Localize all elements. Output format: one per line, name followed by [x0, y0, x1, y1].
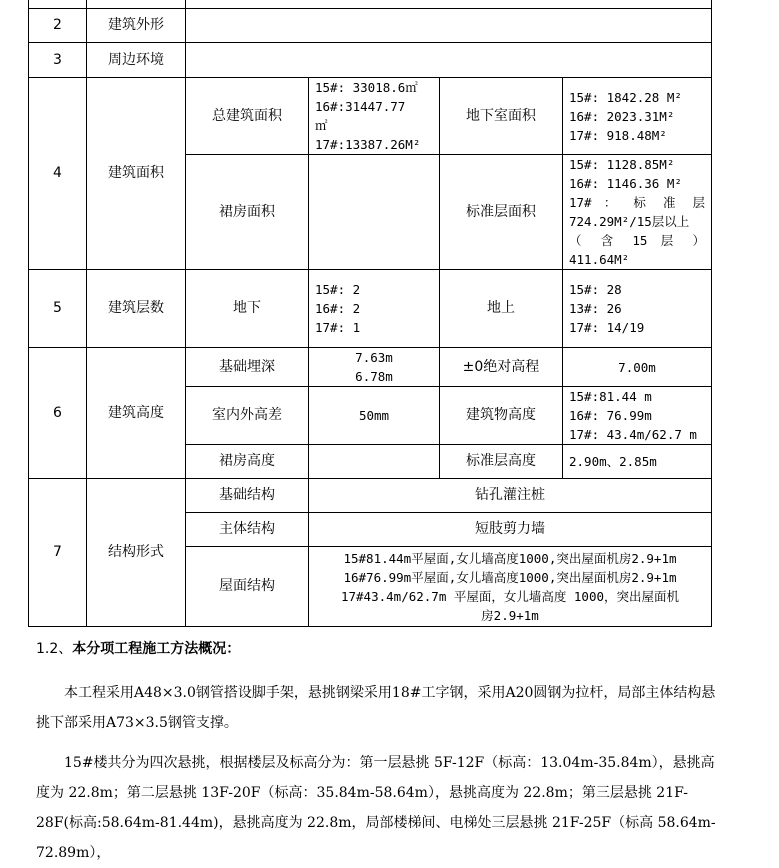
cell-label: 建筑外形: [87, 9, 186, 43]
table-row: [29, 479, 712, 513]
body-paragraph: 15#楼共分为四次悬挑，根据楼层及标高分为：第一层悬挑 5F-12F（标高：13.04m-35.84m），悬挑高度为 22.8m；第二层悬挑 13F-20F（标高：35.84m-58.64m），悬挑高度为 22.8m；第三层悬挑 21F-28F(标高:58.64m-81.44m)，悬挑高度为 22.8m，局部楼梯间、电梯处三层悬挑 21F-25F（标高 58.64m-72.89m），: [36, 755, 716, 861]
total-area-label: 总建筑面积: [186, 78, 309, 155]
value-line: 17#: 1: [315, 320, 361, 335]
foundation-structure-value: 钻孔灌注桩: [309, 479, 712, 513]
building-height-values: [563, 387, 712, 445]
standard-floor-area-values: [563, 155, 712, 270]
section-heading: [36, 638, 240, 658]
indoor-outdoor-diff-label: 室内外高差: [186, 387, 309, 445]
cell-no: 6: [29, 348, 87, 479]
cell-value: [186, 43, 712, 78]
main-structure-value: 短肢剪力墙: [309, 513, 712, 547]
cell-no: [29, 0, 87, 9]
absolute-elevation-label: ±0绝对高程: [440, 348, 563, 387]
standard-floor-height-label: 标准层高度: [440, 445, 563, 479]
indoor-outdoor-diff-value: 50mm: [309, 387, 440, 445]
value-line: 15#: 33018.6㎡: [315, 80, 418, 95]
value-line: （ 含 15 层 ）: [569, 233, 705, 248]
body-paragraph: 本工程采用A48×3.0钢管搭设脚手架，悬挑钢梁采用18#工字钢，采用A20圆钢为拉杆，局部主体结构悬挑下部采用A73×3.5钢管支撑。: [36, 685, 716, 731]
cell-value: [186, 9, 712, 43]
aboveground-label: 地上: [440, 270, 563, 348]
value-line: 7.63m: [355, 350, 393, 365]
section-number: 1.2、: [36, 641, 73, 657]
foundation-depth-label: 基础埋深: [186, 348, 309, 387]
table-row: [29, 78, 712, 155]
value-line: 17#43.4m/62.7m 平屋面，女儿墙高度 1000，突出屋面机: [340, 588, 679, 604]
project-overview-table: [28, 0, 712, 627]
value-line: 6.78m: [355, 369, 393, 384]
cell-no: 7: [29, 479, 87, 627]
value-line: 411.64M²: [569, 252, 630, 267]
cell-label: [87, 0, 186, 9]
cell-label: 周边环境: [87, 43, 186, 78]
value-line: 16#: 2023.31M²: [569, 108, 675, 124]
cell-no: 5: [29, 270, 87, 348]
value-line: 16#: 76.99m: [569, 408, 652, 423]
value-line: 15#:81.44 m: [569, 389, 652, 404]
value-line: 17#: 14/19: [569, 320, 645, 335]
section-title: 本分项工程施工方法概况：: [72, 641, 241, 657]
value-line: 15#: 1128.85M²: [569, 157, 675, 172]
table-row: [29, 0, 712, 9]
podium-height-label: 裙房高度: [186, 445, 309, 479]
cell-value: [186, 0, 712, 9]
value-line: ㎡: [315, 118, 328, 133]
value-line: 15#81.44m平屋面,女儿墙高度1000,突出屋面机房2.9+1m: [343, 550, 677, 566]
roof-structure-label: 屋面结构: [186, 547, 309, 627]
value-line: 15#: 28: [569, 282, 622, 297]
table-row: [29, 9, 712, 43]
podium-height-value: [309, 445, 440, 479]
value-line: 15#: 2: [315, 282, 361, 297]
roof-structure-values: [309, 547, 712, 627]
podium-area-value: [309, 155, 440, 270]
basement-area-values: [563, 78, 712, 155]
cell-label: 建筑高度: [87, 348, 186, 479]
value-line: 15#: 1842.28 M²: [569, 89, 682, 105]
absolute-elevation-value: 7.00m: [563, 348, 712, 387]
cell-label: 结构形式: [87, 479, 186, 627]
underground-values: [309, 270, 440, 348]
foundation-structure-label: 基础结构: [186, 479, 309, 513]
aboveground-values: [563, 270, 712, 348]
table-row: [29, 348, 712, 387]
main-structure-label: 主体结构: [186, 513, 309, 547]
table-row: [29, 43, 712, 78]
table-row: [29, 270, 712, 348]
cell-no: 4: [29, 78, 87, 270]
value-line: 房2.9+1m: [481, 607, 539, 623]
value-line: 17#: 918.48M²: [569, 127, 667, 143]
cell-no: 3: [29, 43, 87, 78]
underground-label: 地下: [186, 270, 309, 348]
value-line: 16#76.99m平屋面,女儿墙高度1000,突出屋面机房2.9+1m: [343, 569, 677, 585]
standard-floor-area-label: 标准层面积: [440, 155, 563, 270]
value-line: 17#: 43.4m/62.7 m: [569, 427, 697, 442]
value-line: 16#:31447.77: [315, 99, 406, 114]
value-line: 16#: 2: [315, 301, 361, 316]
cell-label: 建筑层数: [87, 270, 186, 348]
basement-area-label: 地下室面积: [440, 78, 563, 155]
standard-floor-height-value: 2.90m、2.85m: [563, 445, 712, 479]
value-line: 17# ： 标 准 层: [569, 195, 705, 210]
foundation-depth-values: [309, 348, 440, 387]
total-area-values: [309, 78, 440, 155]
value-line: 17#:13387.26M²: [315, 137, 421, 152]
value-line: 13#: 26: [569, 301, 622, 316]
value-line: 16#: 1146.36 M²: [569, 176, 682, 191]
value-line: 724.29M²/15层以上: [569, 214, 690, 229]
podium-area-label: 裙房面积: [186, 155, 309, 270]
cell-no: 2: [29, 9, 87, 43]
building-height-label: 建筑物高度: [440, 387, 563, 445]
cell-label: 建筑面积: [87, 78, 186, 270]
